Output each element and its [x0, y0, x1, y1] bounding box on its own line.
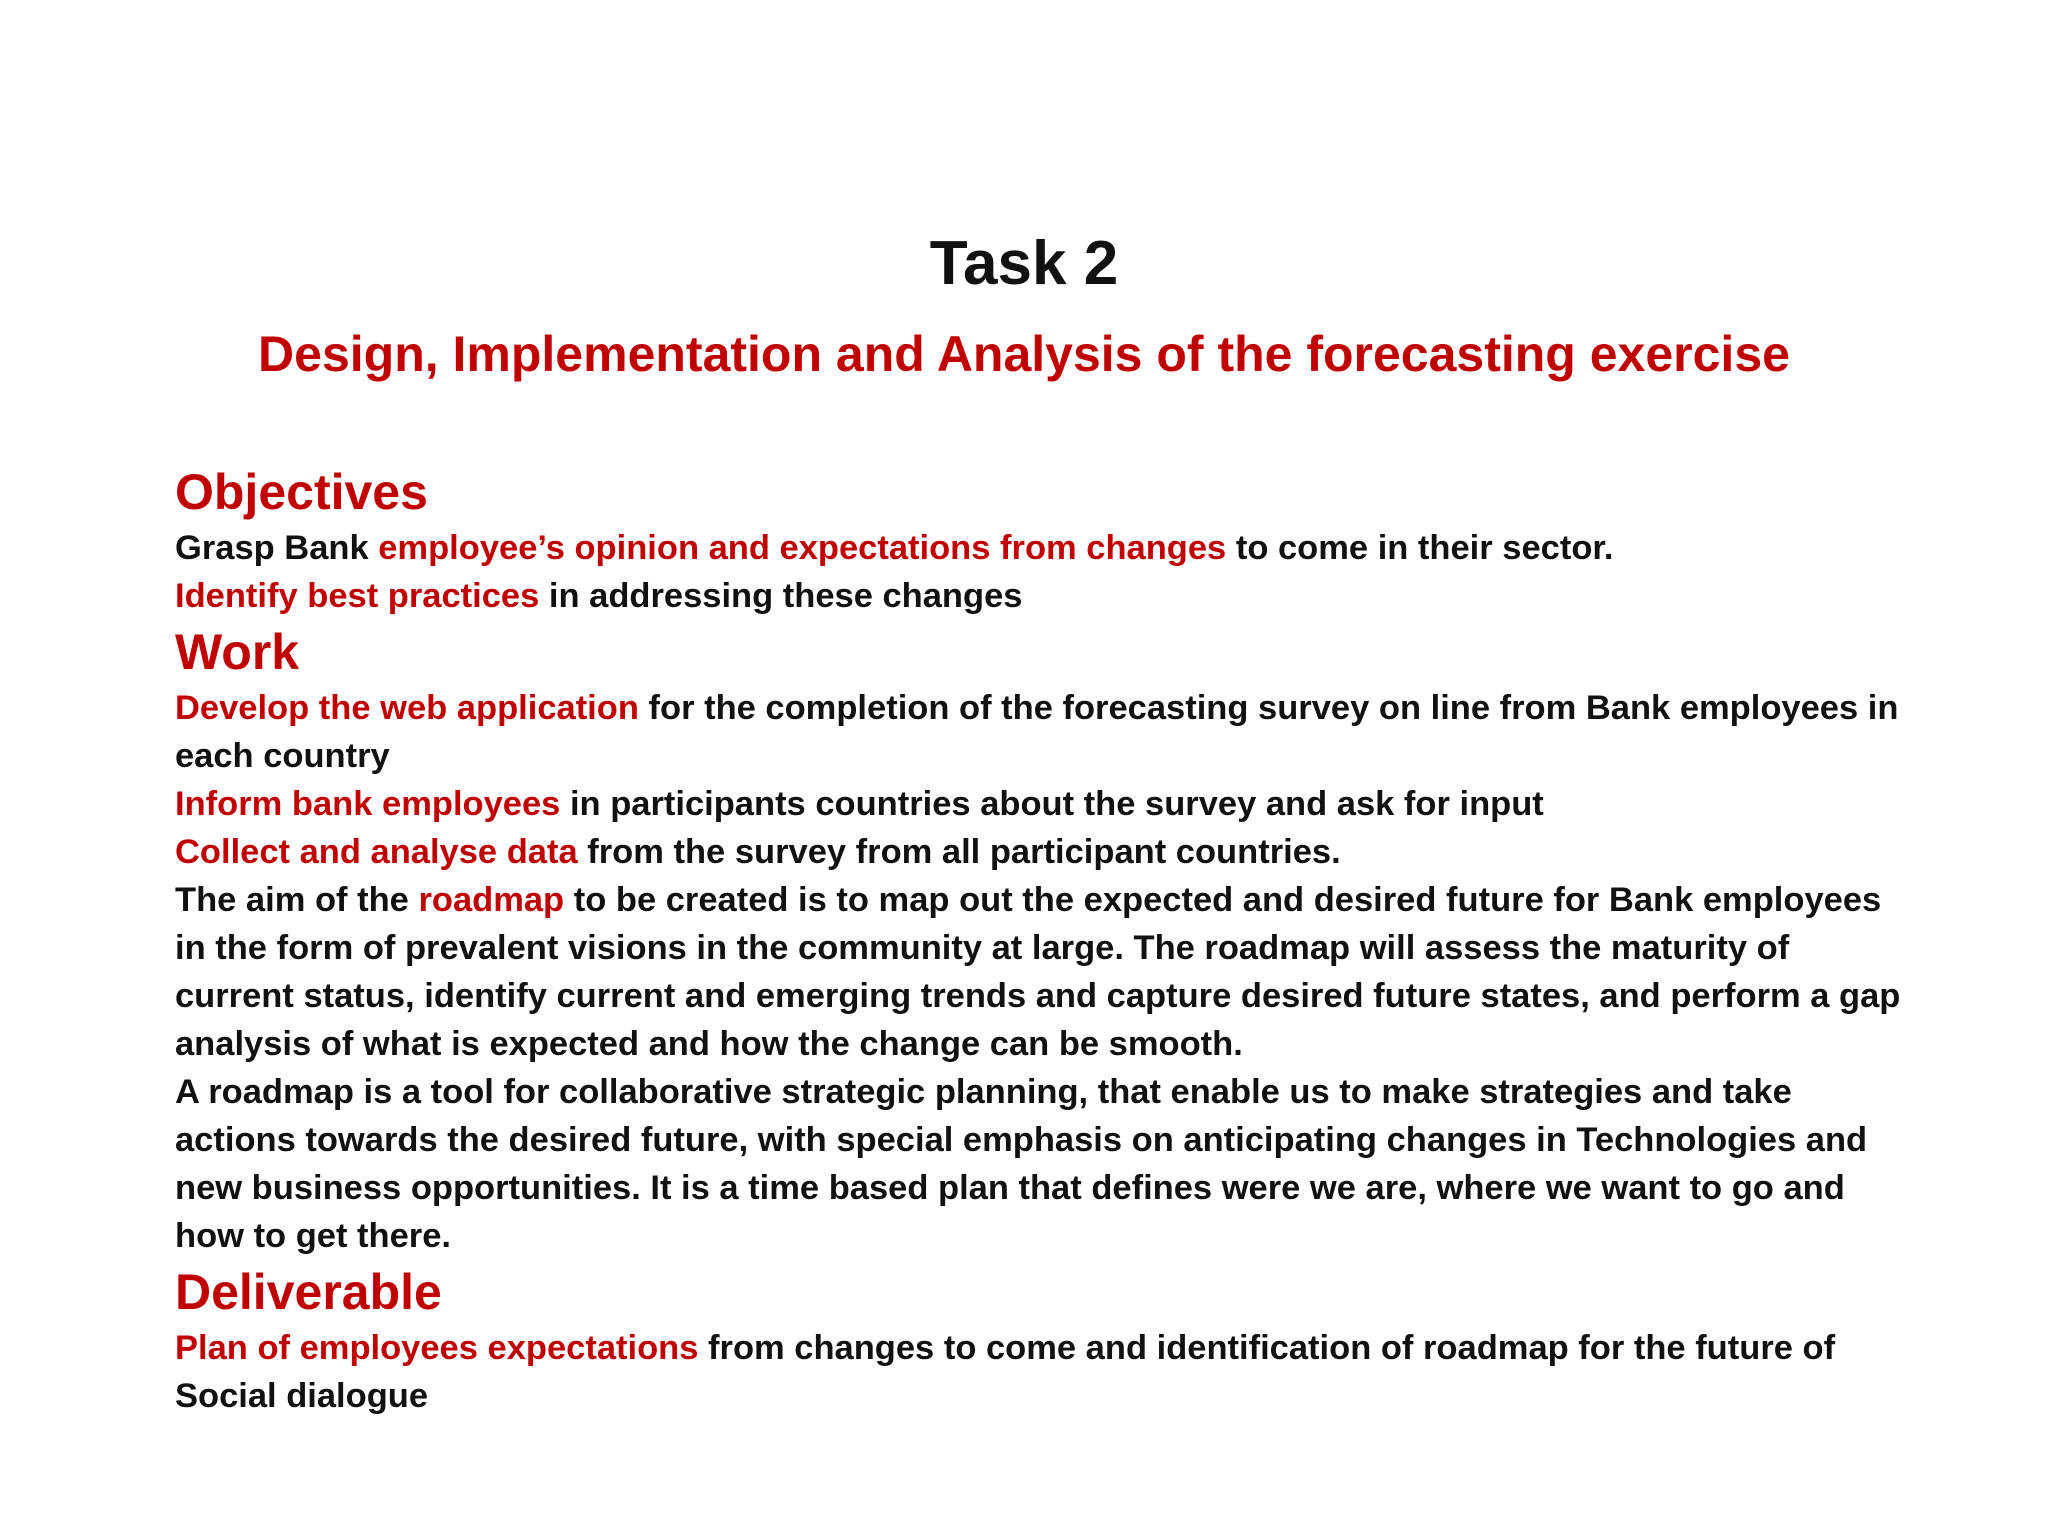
- work-p3-text-b: from the survey from all participant countries.: [577, 833, 1341, 871]
- page-subtitle: Design, Implementation and Analysis of the forecasting exercise: [258, 326, 1790, 382]
- work-paragraph-4: [175, 876, 1915, 1068]
- work-p1-text-b: for the completion of the forecasting survey on line from Bank employees in each country: [175, 689, 1899, 775]
- objectives-p2-text-b: in addressing these changes: [539, 577, 1023, 615]
- objectives-p1-highlight: employee’s opinion and expectations from changes: [378, 529, 1227, 567]
- work-p4-text-a: The aim of the: [175, 881, 419, 919]
- work-paragraph-3: [175, 828, 1915, 876]
- work-p4-highlight: roadmap: [418, 881, 565, 919]
- work-paragraph-5: A roadmap is a tool for collaborative strategic planning, that enable us to make strategies and take actions towards the desired future, with special emphasis on anticipating changes in Technologies and new business opportunities. It is a time based plan that defines were we are, where we want to go and how to get there.: [175, 1073, 1868, 1255]
- work-paragraph-1: [175, 684, 1915, 780]
- objectives-p1-text-c: to come in their sector.: [1226, 529, 1614, 567]
- objectives-paragraph-1: [175, 524, 1915, 572]
- work-p3-highlight: Collect and analyse data: [175, 833, 578, 871]
- page-title: Task 2: [929, 229, 1119, 298]
- work-p2-text-b: in participants countries about the survey and ask for input: [560, 785, 1544, 823]
- objectives-p2-highlight: Identify best practices: [175, 577, 540, 615]
- work-p2-highlight: Inform bank employees: [175, 785, 561, 823]
- objectives-paragraph-2: [175, 572, 1915, 620]
- objectives-p1-text-a: Grasp Bank: [175, 529, 379, 567]
- objectives-heading: Objectives: [175, 464, 428, 520]
- work-p4-text-c: to be created is to map out the expected and desired future for Bank employees in the form of prevalent visions in the community at large. The roadmap will assess the maturity of current status, identify current and emerging trends and capture desired future states, and perform a gap analysis of what is expected and how the change can be smooth.: [175, 881, 1901, 1063]
- deliverable-heading: Deliverable: [175, 1264, 442, 1320]
- slide-content: [175, 460, 1915, 1420]
- deliverable-paragraph-1: [175, 1324, 1915, 1420]
- deliverable-p1-highlight: Plan of employees expectations: [175, 1329, 699, 1367]
- deliverable-p1-text-b: from changes to come and identification of roadmap for the future of Social dialogue: [175, 1329, 1836, 1415]
- work-heading: Work: [175, 624, 300, 680]
- work-paragraph-2: [175, 780, 1915, 828]
- work-p1-highlight: Develop the web application: [175, 689, 639, 727]
